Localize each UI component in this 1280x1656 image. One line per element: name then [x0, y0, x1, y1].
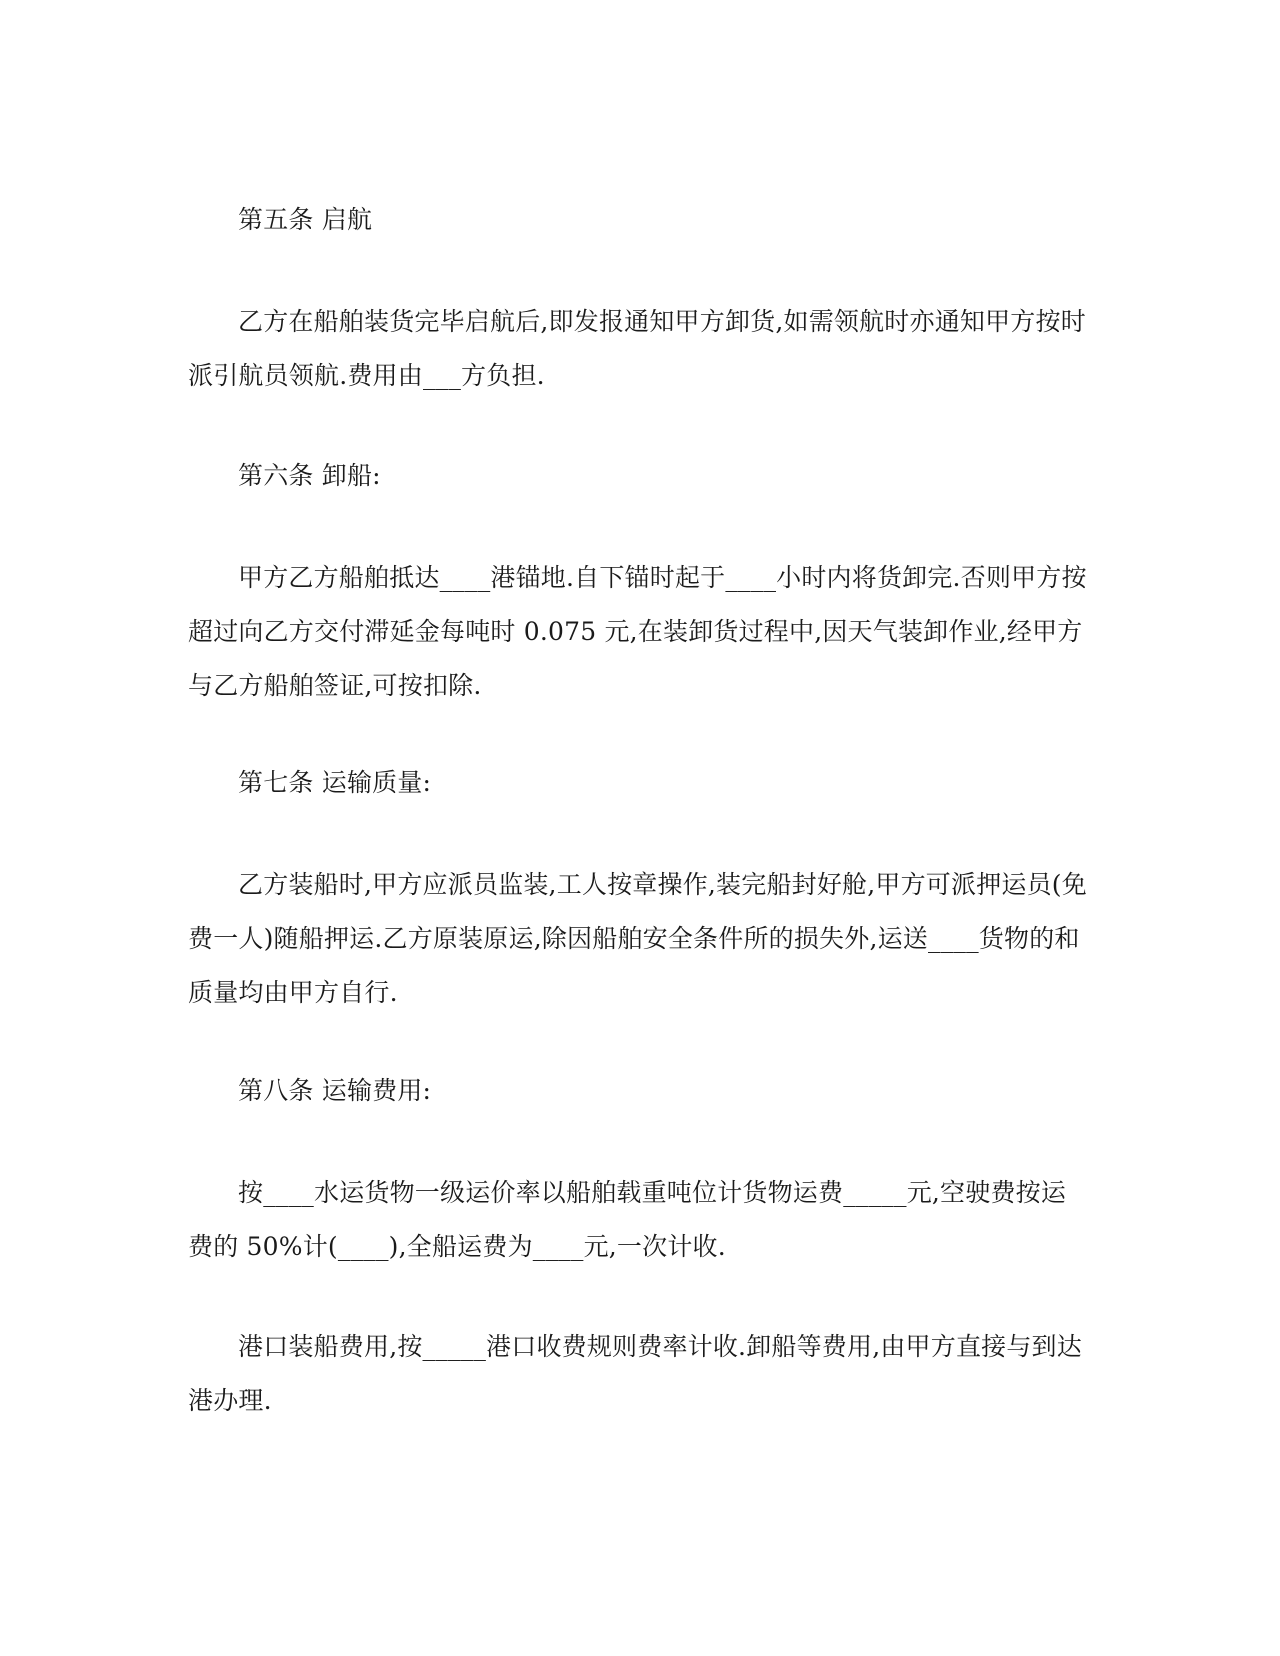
- article-8-paragraph-port-fees: 港口装船费用,按_____港口收费规则费率计收.卸船等费用,由甲方直接与到达港办理.: [188, 1332, 1082, 1415]
- article-8-paragraph-freight: 按____水运货物一级运价率以船舶载重吨位计货物运费_____元,空驶费按运费的 50%计(____),全船运费为____元,一次计收.: [188, 1178, 1067, 1261]
- article-5-heading: 第五条 启航: [238, 205, 373, 234]
- article-6-paragraph: 甲方乙方船舶抵达____港锚地.自下锚时起于____小时内将货卸完.否则甲方按超过向乙方交付滞延金每吨时 0.075 元,在装卸货过程中,因天气装卸作业,经甲方与乙方船舶签证,可按扣除.: [188, 563, 1087, 700]
- article-5-paragraph: 乙方在船舶装货完毕启航后,即发报通知甲方卸货,如需领航时亦通知甲方按时派引航员领航.费用由___方负担.: [188, 307, 1086, 390]
- article-7-paragraph: 乙方装船时,甲方应派员监装,工人按章操作,装完船封好舱,甲方可派押运员(免费一人)随船押运.乙方原装原运,除因船舶安全条件所的损失外,运送____货物的和质量均由甲方自行.: [188, 870, 1087, 1007]
- article-7-heading: 第七条 运输质量:: [238, 768, 432, 797]
- article-6-heading: 第六条 卸船:: [238, 461, 381, 490]
- article-8-heading: 第八条 运输费用:: [238, 1076, 432, 1105]
